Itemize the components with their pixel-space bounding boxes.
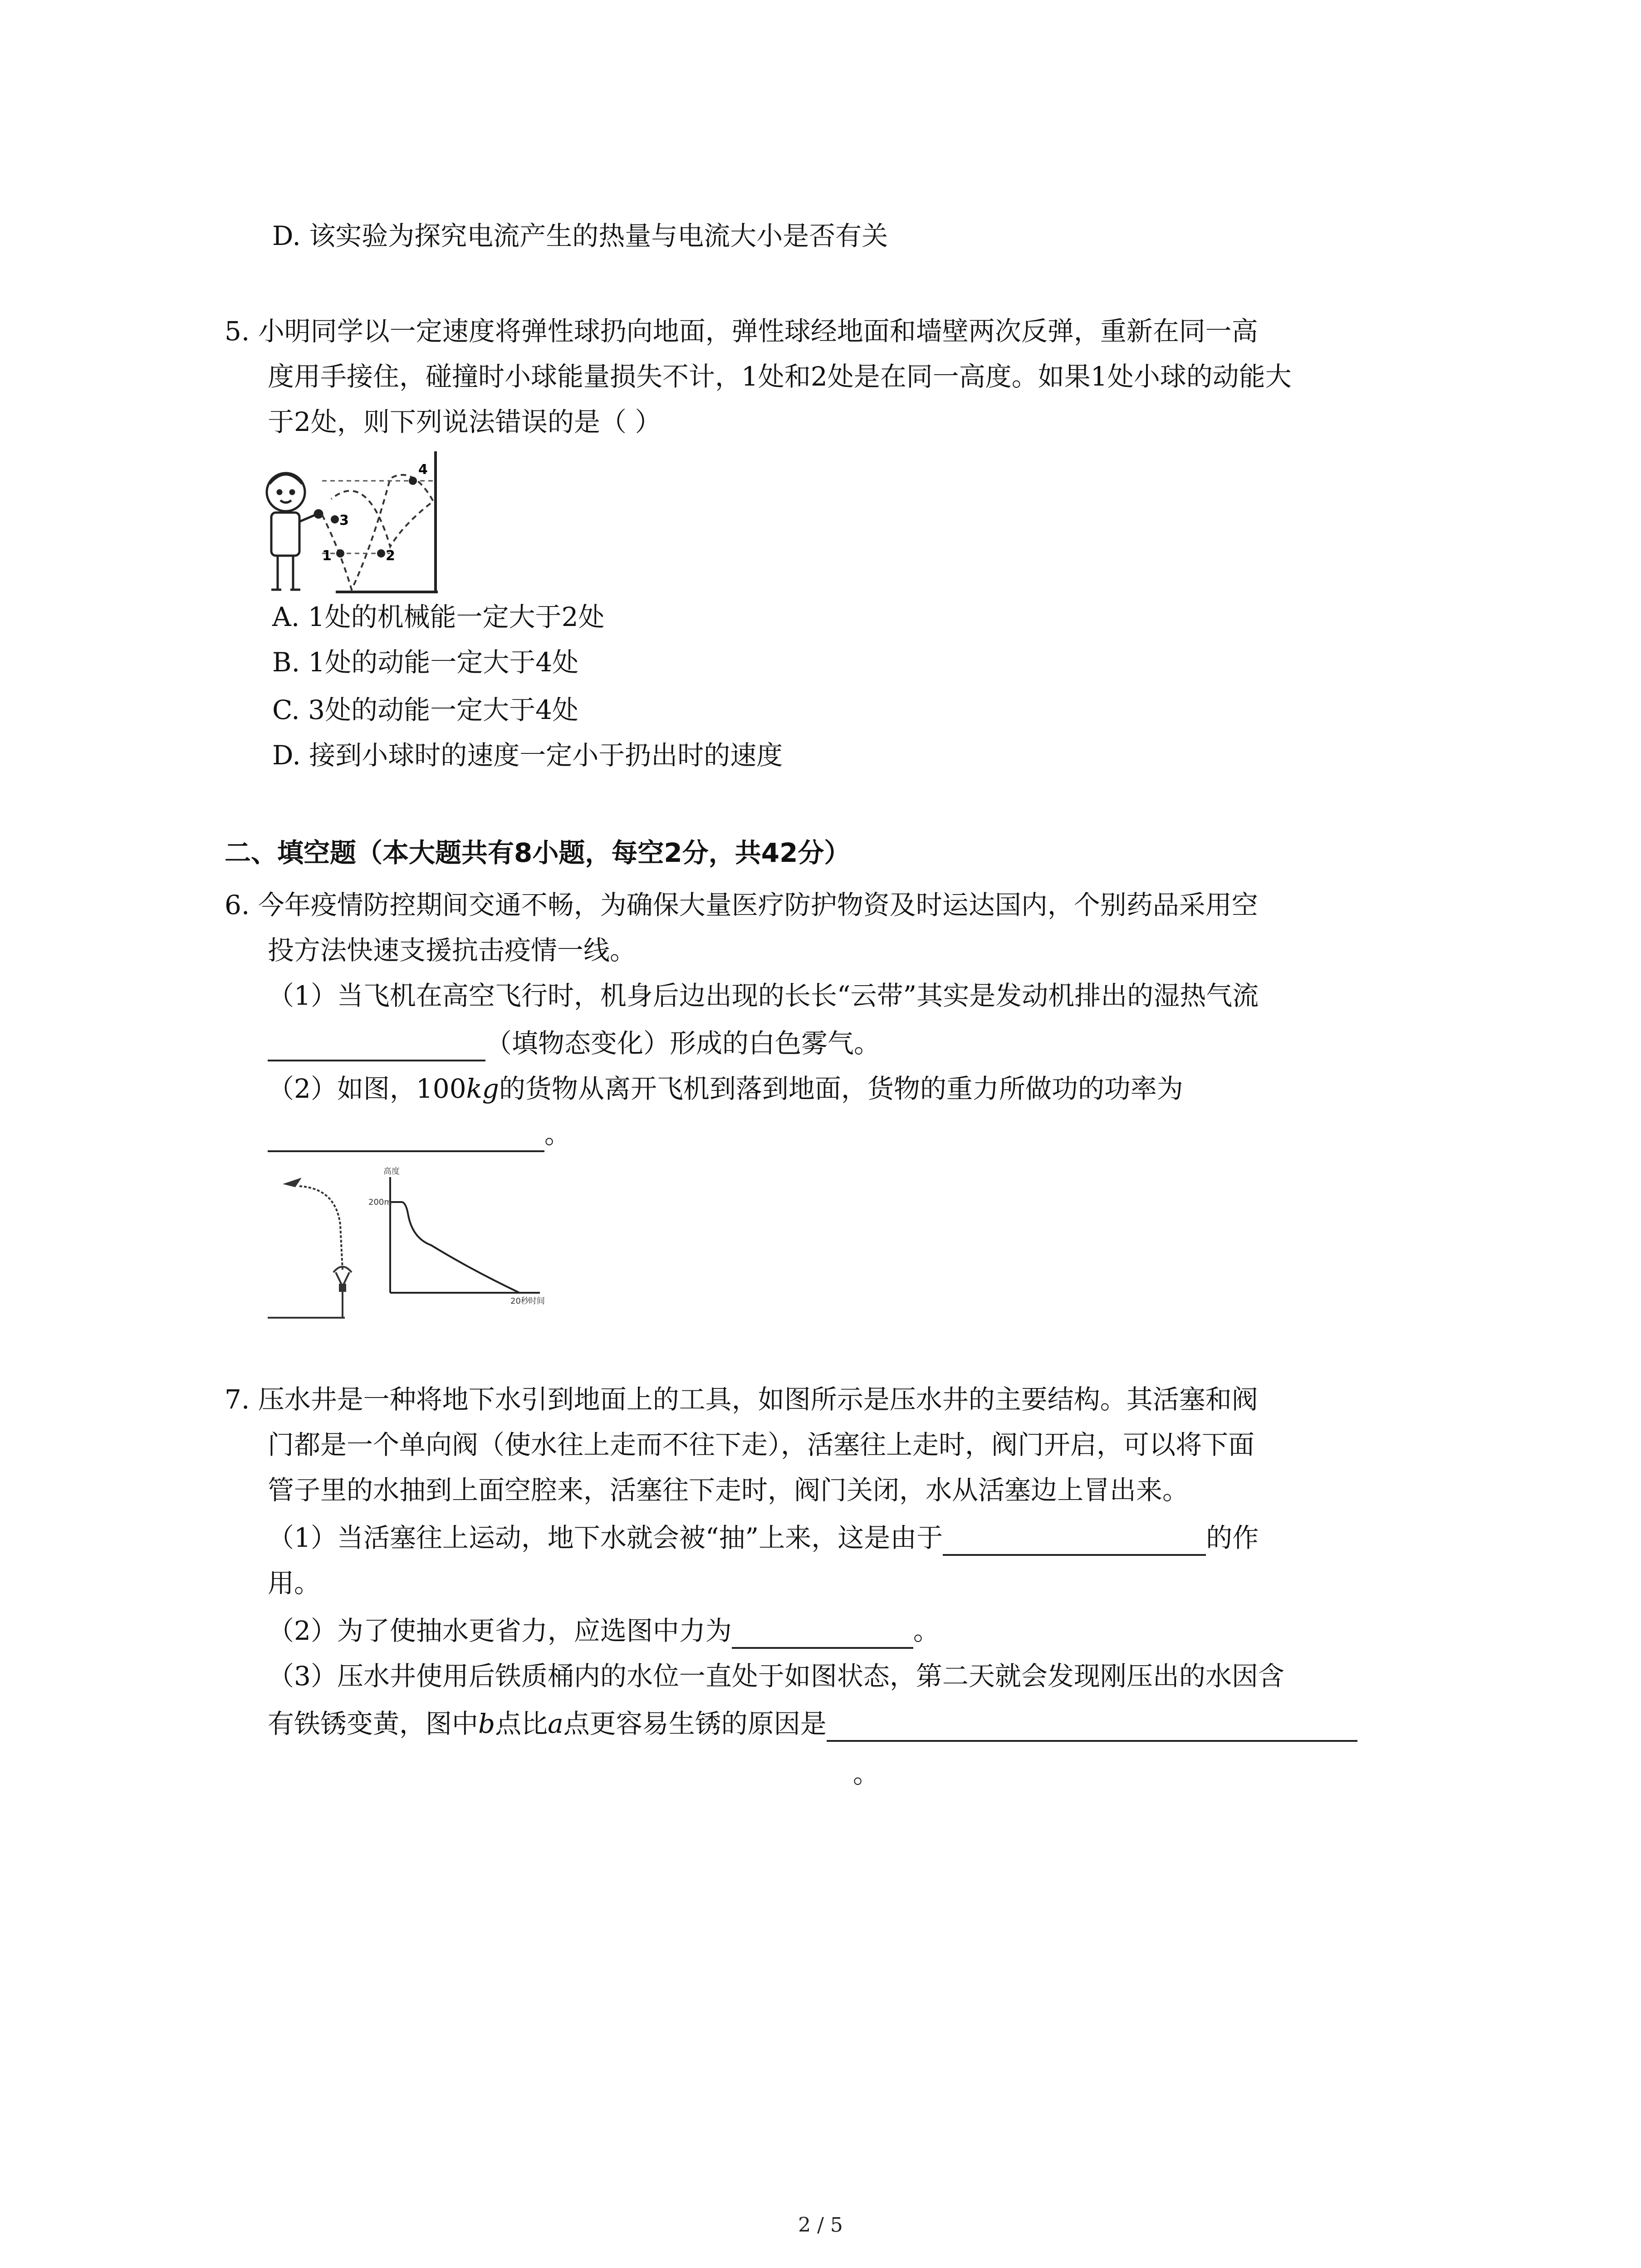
q5-option-c: C. 3处的动能一定大于4处 (272, 694, 578, 725)
q7-part2-line: （2）为了使抽水更省力，应选图中力为 。 (268, 1613, 940, 1649)
q5-figure-label-1: 1 (322, 548, 332, 564)
graph-x-tick: 20秒 (510, 1296, 529, 1306)
graph-y-label: 高度 (383, 1167, 400, 1176)
graph-y-tick: 200m (368, 1198, 392, 1207)
q6-stem-line1: 6. 今年疫情防控期间交通不畅，为确保大量医疗防护物资及时运达国内，个别药品采用空 (225, 890, 1258, 920)
q6-part1-line2: （填物态变化）形成的白色雾气。 (268, 1025, 880, 1061)
plane-parachute-drawing (268, 1179, 352, 1318)
graph-x-label: 时间 (529, 1296, 545, 1306)
q5-figure-label-3: 3 (339, 513, 349, 528)
q5-stem-line1: 5. 小明同学以一定速度将弹性球扔向地面，弹性球经地面和墙壁两次反弹，重新在同一高 (225, 316, 1258, 347)
q7-answer-blank-2[interactable] (732, 1620, 913, 1649)
q6-part2-line1: （2）如图，100kg的货物从离开飞机到落到地面，货物的重力所做功的功率为 (268, 1073, 1183, 1104)
q6-airdrop-figure (268, 1166, 549, 1320)
q6-part2-line2: 。 (268, 1116, 571, 1152)
q6-answer-blank-2[interactable] (268, 1123, 544, 1152)
q5-figure-label-4: 4 (418, 462, 428, 478)
height-time-graph (368, 1167, 545, 1306)
q7-part3-end: 。 (853, 1758, 880, 1789)
q7-stem-line3: 管子里的水抽到上面空腔来，活塞往下走时，阀门关闭，水从活塞边上冒出来。 (268, 1475, 1189, 1505)
section2-title: 二、填空题（本大题共有8小题，每空2分，共42分） (225, 837, 851, 868)
q5-stem-line2: 度用手接住，碰撞时小球能量损失不计，1处和2处是在同一高度。如果1处小球的动能大 (268, 361, 1292, 392)
q5-bouncing-ball-figure (254, 447, 463, 599)
q6-stem-line2: 投方法快速支援抗击疫情一线。 (268, 935, 637, 966)
q6-answer-blank-1[interactable] (268, 1032, 485, 1061)
q7-answer-blank-1[interactable] (943, 1527, 1206, 1556)
q7-stem-line1: 7. 压水井是一种将地下水引到地面上的工具，如图所示是压水井的主要结构。其活塞和阀 (225, 1384, 1258, 1415)
q5-option-a: A. 1处的机械能一定大于2处 (272, 601, 605, 632)
page-number: 2 / 5 (798, 2214, 843, 2237)
q5-option-b: B. 1处的动能一定大于4处 (272, 647, 579, 678)
q7-part3-line1: （3）压水井使用后铁质桶内的水位一直处于如图状态，第二天就会发现刚压出的水因含 (268, 1661, 1284, 1691)
q7-stem-line2: 门都是一个单向阀（使水往上走而不往下走），活塞往上走时，阀门开启，可以将下面 (268, 1429, 1255, 1460)
q7-answer-blank-3[interactable] (827, 1713, 1357, 1742)
q7-part3-line2: 有铁锈变黄，图中b点比a点更容易生锈的原因是 (268, 1706, 1357, 1742)
q7-part1-line2: 用。 (268, 1568, 321, 1598)
q5-option-d: D. 接到小球时的速度一定小于扔出时的速度 (272, 740, 783, 771)
q5-stem-line3: 于2处，则下列说法错误的是（ ） (268, 406, 661, 437)
q7-part1-line1: （1）当活塞往上运动，地下水就会被“抽”上来，这是由于 的作 (268, 1520, 1259, 1556)
child-figure (267, 473, 322, 590)
q4-option-d: D. 该实验为探究电流产生的热量与电流大小是否有关 (272, 220, 888, 251)
q6-part1-line1: （1）当飞机在高空飞行时，机身后边出现的长长“云带”其实是发动机排出的湿热气流 (268, 980, 1259, 1011)
q5-figure-label-2: 2 (386, 548, 395, 564)
